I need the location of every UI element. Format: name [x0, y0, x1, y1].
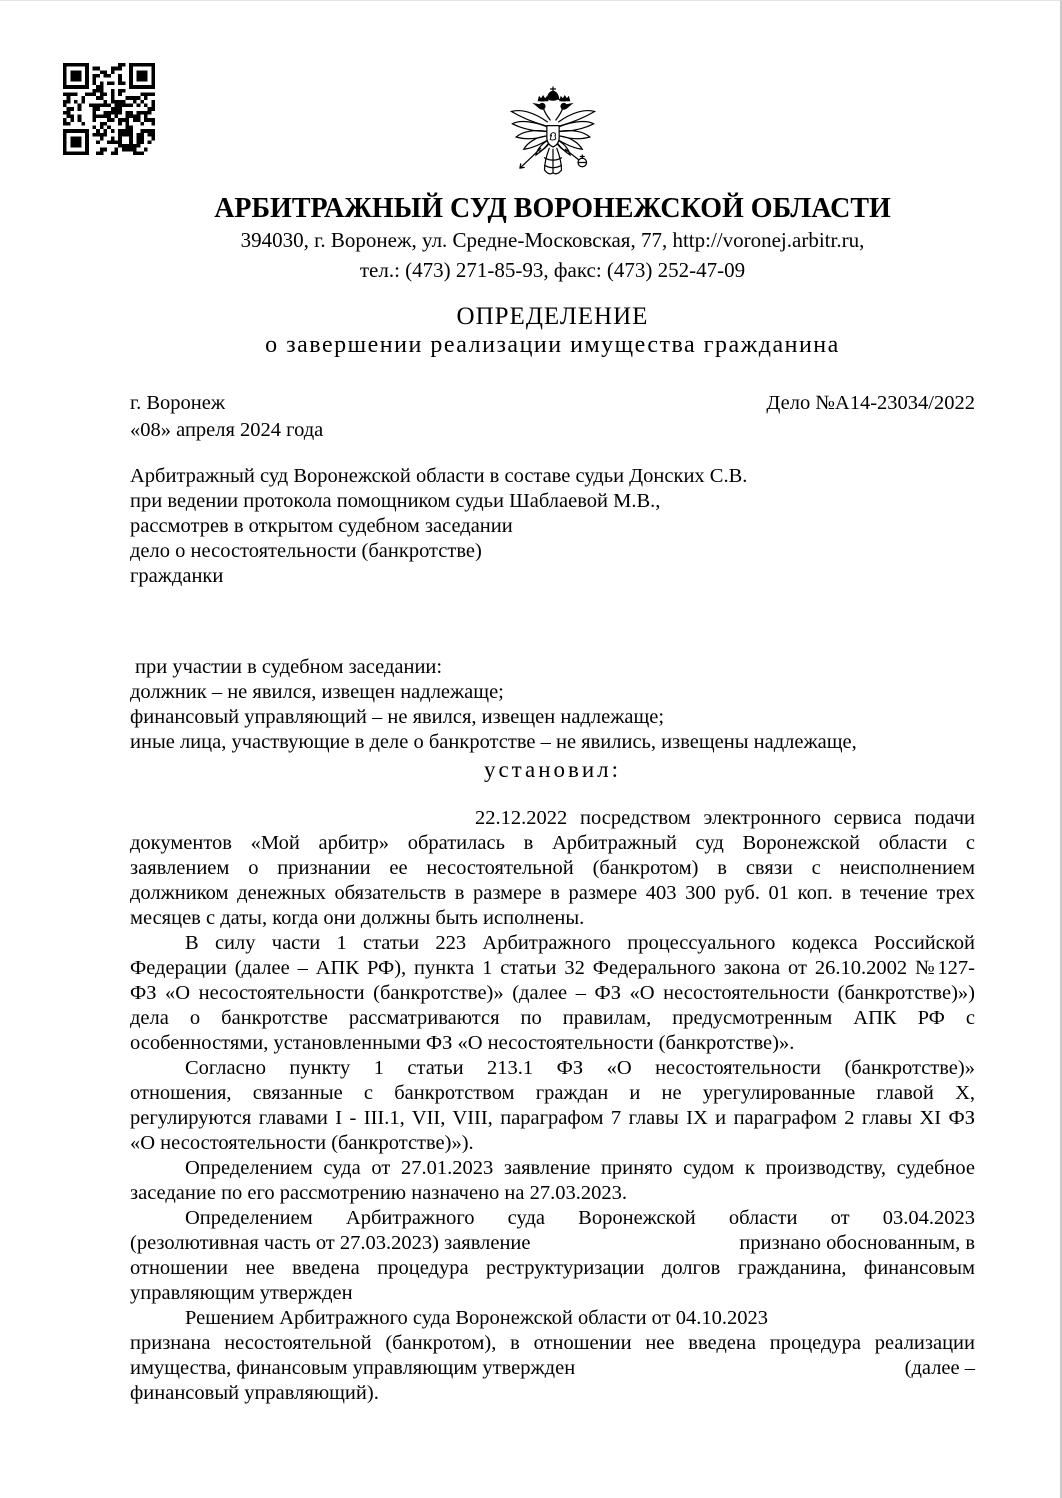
text-segment: финансовый управляющий).: [130, 1382, 379, 1404]
document-date: «08» апреля 2024 года: [130, 418, 324, 441]
participation-line: иные лица, участвующие в деле о банкротстве – не явились, извещены надлежаще,: [130, 731, 857, 753]
body-paragraph: [130, 1056, 975, 1156]
court-composition: [130, 464, 975, 589]
body-paragraph: [130, 931, 975, 1056]
participation-line: финансовый управляющий – не явился, извещен надлежаще;: [130, 706, 665, 728]
body-line: [130, 1056, 975, 1081]
text-segment: Определением суда от 27.01.2023 заявление принято судом к производству, судебное: [185, 1157, 975, 1179]
text-segment: заявлением о признании ее несостоятельной (банкротом) в связи с неисполнением: [130, 857, 975, 879]
participation-block: [130, 655, 975, 755]
composition-line: Арбитражный суд Воронежской области в составе судьи Донских С.В.: [130, 465, 748, 487]
text-segment: (резолютивная часть от 27.03.2023) заявление: [130, 1232, 531, 1254]
body-paragraph: [130, 806, 975, 931]
body-paragraph: [130, 1306, 975, 1406]
text-segment: заседание по его рассмотрению назначено на 27.03.2023.: [130, 1182, 627, 1204]
body-line: [130, 1006, 975, 1031]
body-line: [130, 956, 975, 981]
emblem-container: [130, 86, 975, 188]
composition-line: при ведении протокола помощником судьи Шаблаевой М.В.,: [130, 490, 661, 512]
composition-line: гражданки: [130, 565, 224, 587]
participation-line: должник – не явился, извещен надлежаще;: [130, 681, 504, 703]
document-body: [130, 806, 975, 1406]
text-segment: отношения, связанные с банкротством граждан и не урегулированные главой X,: [130, 1082, 975, 1104]
text-segment: (далее –: [904, 1357, 975, 1379]
body-line: [130, 1281, 975, 1306]
body-line: [130, 1081, 975, 1106]
participation-line: при участии в судебном заседании:: [135, 656, 443, 678]
text-segment: регулируются главами I - III.1, VII, VIII, параграфом 7 главы IX и параграфом 2 главы XI ФЗ: [130, 1107, 975, 1129]
court-address: 394030, г. Воронеж, ул. Средне-Московская, 77, http://voronej.arbitr.ru,: [240, 228, 865, 252]
body-line: [130, 1156, 975, 1181]
text-segment: должником денежных обязательств в размере в размере 403 300 руб. 01 коп. в течение трех: [130, 882, 975, 904]
body-line: [130, 806, 975, 831]
body-line: [130, 1356, 975, 1381]
composition-line: рассмотрев в открытом судебном заседании: [130, 515, 513, 537]
text-segment: отношении нее введена процедура реструктуризации долгов гражданина, финансовым: [130, 1257, 975, 1279]
text-segment: месяцев с даты, когда они должны быть исполнены.: [130, 907, 585, 929]
body-line: [130, 1106, 975, 1131]
body-line: [130, 1206, 975, 1231]
body-line: [130, 931, 975, 956]
text-segment: Согласно пункту 1 статьи 213.1 ФЗ «О несостоятельности (банкротстве)»: [185, 1057, 975, 1079]
text-segment: Федерации (далее – АПК РФ), пункта 1 статьи 32 Федерального закона от 26.10.2002 №127-: [130, 957, 975, 979]
text-segment: 22.12.2022 посредством электронного сервиса подачи: [475, 807, 975, 829]
body-paragraph: [130, 1156, 975, 1206]
resolution-word: установил:: [483, 757, 622, 782]
document-title: ОПРЕДЕЛЕНИЕ: [456, 303, 649, 330]
body-line: [130, 981, 975, 1006]
text-segment: Решением Арбитражного суда Воронежской области от 04.10.2023: [185, 1307, 768, 1329]
text-segment: В силу части 1 статьи 223 Арбитражного процессуального кодекса Российской: [185, 932, 975, 954]
text-segment: признана несостоятельной (банкротом), в отношении нее введена процедура реализации: [130, 1332, 975, 1354]
court-phone-fax: тел.: (473) 271-85-93, факс: (473) 252-47-09: [359, 257, 746, 282]
body-line: [130, 831, 975, 856]
body-line: [130, 881, 975, 906]
court-name: АРБИТРАЖНЫЙ СУД ВОРОНЕЖСКОЙ ОБЛАСТИ: [214, 193, 891, 224]
text-segment: «О несостоятельности (банкротстве)»).: [130, 1132, 474, 1154]
composition-line: дело о несостоятельности (банкротстве): [130, 540, 482, 562]
text-segment: ФЗ «О несостоятельности (банкротстве)» (далее – ФЗ «О несостоятельности (банкротстве)»): [130, 982, 975, 1004]
body-line: [130, 1181, 975, 1206]
city-label: г. Воронеж: [130, 392, 226, 414]
text-segment: документов «Мой арбитр» обратилась в Арбитражный суд Воронежской области с: [130, 832, 975, 854]
body-line: [130, 1231, 975, 1256]
text-segment: Определением Арбитражного суда Воронежской области от 03.04.2023: [185, 1207, 975, 1229]
case-number: Дело №А14-23034/2022: [766, 392, 975, 414]
russia-coat-of-arms-icon: [505, 86, 601, 188]
body-line: [130, 1031, 975, 1056]
body-paragraph: [130, 1206, 975, 1306]
text-segment: особенностями, установленными ФЗ «О несостоятельности (банкротстве)».: [130, 1032, 795, 1054]
body-line: [130, 1256, 975, 1281]
qr-code: [63, 63, 155, 155]
text-segment: дела о банкротстве рассматриваются по правилам, предусмотренным АПК РФ с: [130, 1007, 975, 1029]
body-line: [130, 1131, 975, 1156]
body-line: [130, 906, 975, 931]
body-line: [130, 1331, 975, 1356]
body-line: [130, 1306, 975, 1331]
text-segment: признано обоснованным, в: [739, 1232, 975, 1254]
document-subtitle: о завершении реализации имущества гражданина: [265, 332, 840, 358]
text-segment: имущества, финансовым управляющим утвержден: [130, 1357, 576, 1379]
text-segment: управляющим утвержден: [130, 1282, 353, 1304]
body-line: [130, 1381, 975, 1406]
body-line: [130, 856, 975, 881]
